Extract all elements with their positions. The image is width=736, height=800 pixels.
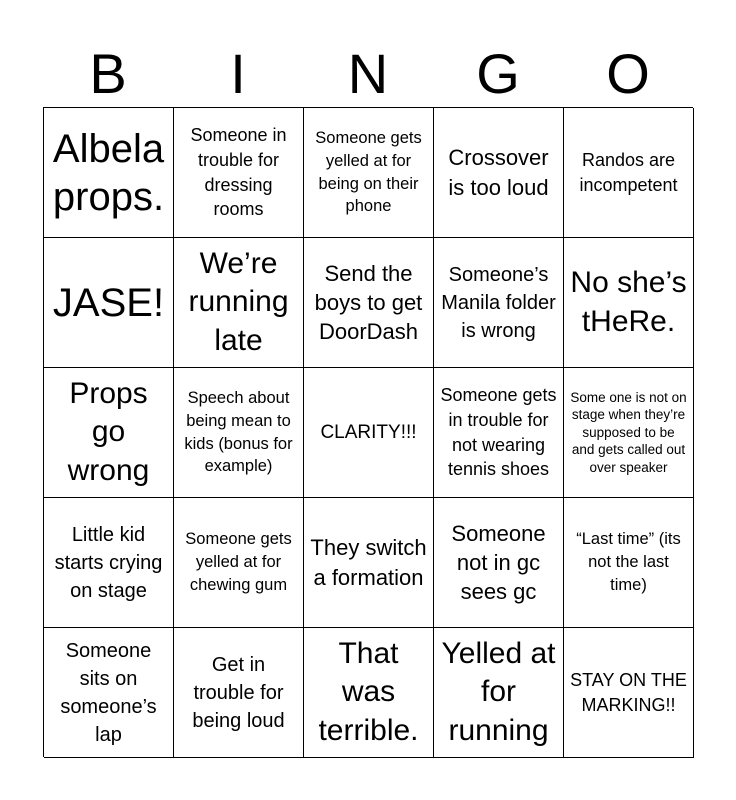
- header-letter-g: G: [476, 42, 520, 105]
- header-letter-n: N: [347, 42, 389, 105]
- bingo-cell[interactable]: JASE!: [44, 238, 174, 368]
- bingo-cell[interactable]: Crossover is too loud: [434, 108, 564, 238]
- bingo-cell[interactable]: That was terrible.: [304, 628, 434, 758]
- bingo-cell[interactable]: Little kid starts crying on stage: [44, 498, 174, 628]
- bingo-cell[interactable]: They switch a formation: [304, 498, 434, 628]
- header-letter-i: I: [230, 42, 246, 105]
- bingo-cell[interactable]: Albela props.: [44, 108, 174, 238]
- bingo-board: [43, 107, 693, 757]
- bingo-cell[interactable]: STAY ON THE MARKING!!: [564, 628, 694, 758]
- header-letter-b: B: [89, 42, 127, 105]
- bingo-cell[interactable]: Someone gets yelled at for being on their phone: [304, 108, 434, 238]
- bingo-header: [43, 40, 693, 108]
- bingo-cell[interactable]: Someone in trouble for dressing rooms: [174, 108, 304, 238]
- bingo-cell[interactable]: Get in trouble for being loud: [174, 628, 304, 758]
- bingo-cell[interactable]: Someone gets yelled at for chewing gum: [174, 498, 304, 628]
- bingo-cell[interactable]: We’re running late: [174, 238, 304, 368]
- bingo-cell[interactable]: Yelled at for running: [434, 628, 564, 758]
- header-letter-o: O: [606, 42, 650, 105]
- bingo-cell[interactable]: CLARITY!!!: [304, 368, 434, 498]
- bingo-cell[interactable]: No she’s tHeRe.: [564, 238, 694, 368]
- bingo-cell[interactable]: Props go wrong: [44, 368, 174, 498]
- bingo-cell[interactable]: Someone’s Manila folder is wrong: [434, 238, 564, 368]
- bingo-cell[interactable]: Someone gets in trouble for not wearing tennis shoes: [434, 368, 564, 498]
- bingo-cell[interactable]: Some one is not on stage when they’re supposed to be and gets called out over speaker: [564, 368, 694, 498]
- bingo-cell[interactable]: Someone sits on someone’s lap: [44, 628, 174, 758]
- bingo-cell[interactable]: Randos are incompetent: [564, 108, 694, 238]
- bingo-cell[interactable]: Send the boys to get DoorDash: [304, 238, 434, 368]
- bingo-cell[interactable]: Speech about being mean to kids (bonus for example): [174, 368, 304, 498]
- bingo-cell[interactable]: “Last time” (its not the last time): [564, 498, 694, 628]
- bingo-cell[interactable]: Someone not in gc sees gc: [434, 498, 564, 628]
